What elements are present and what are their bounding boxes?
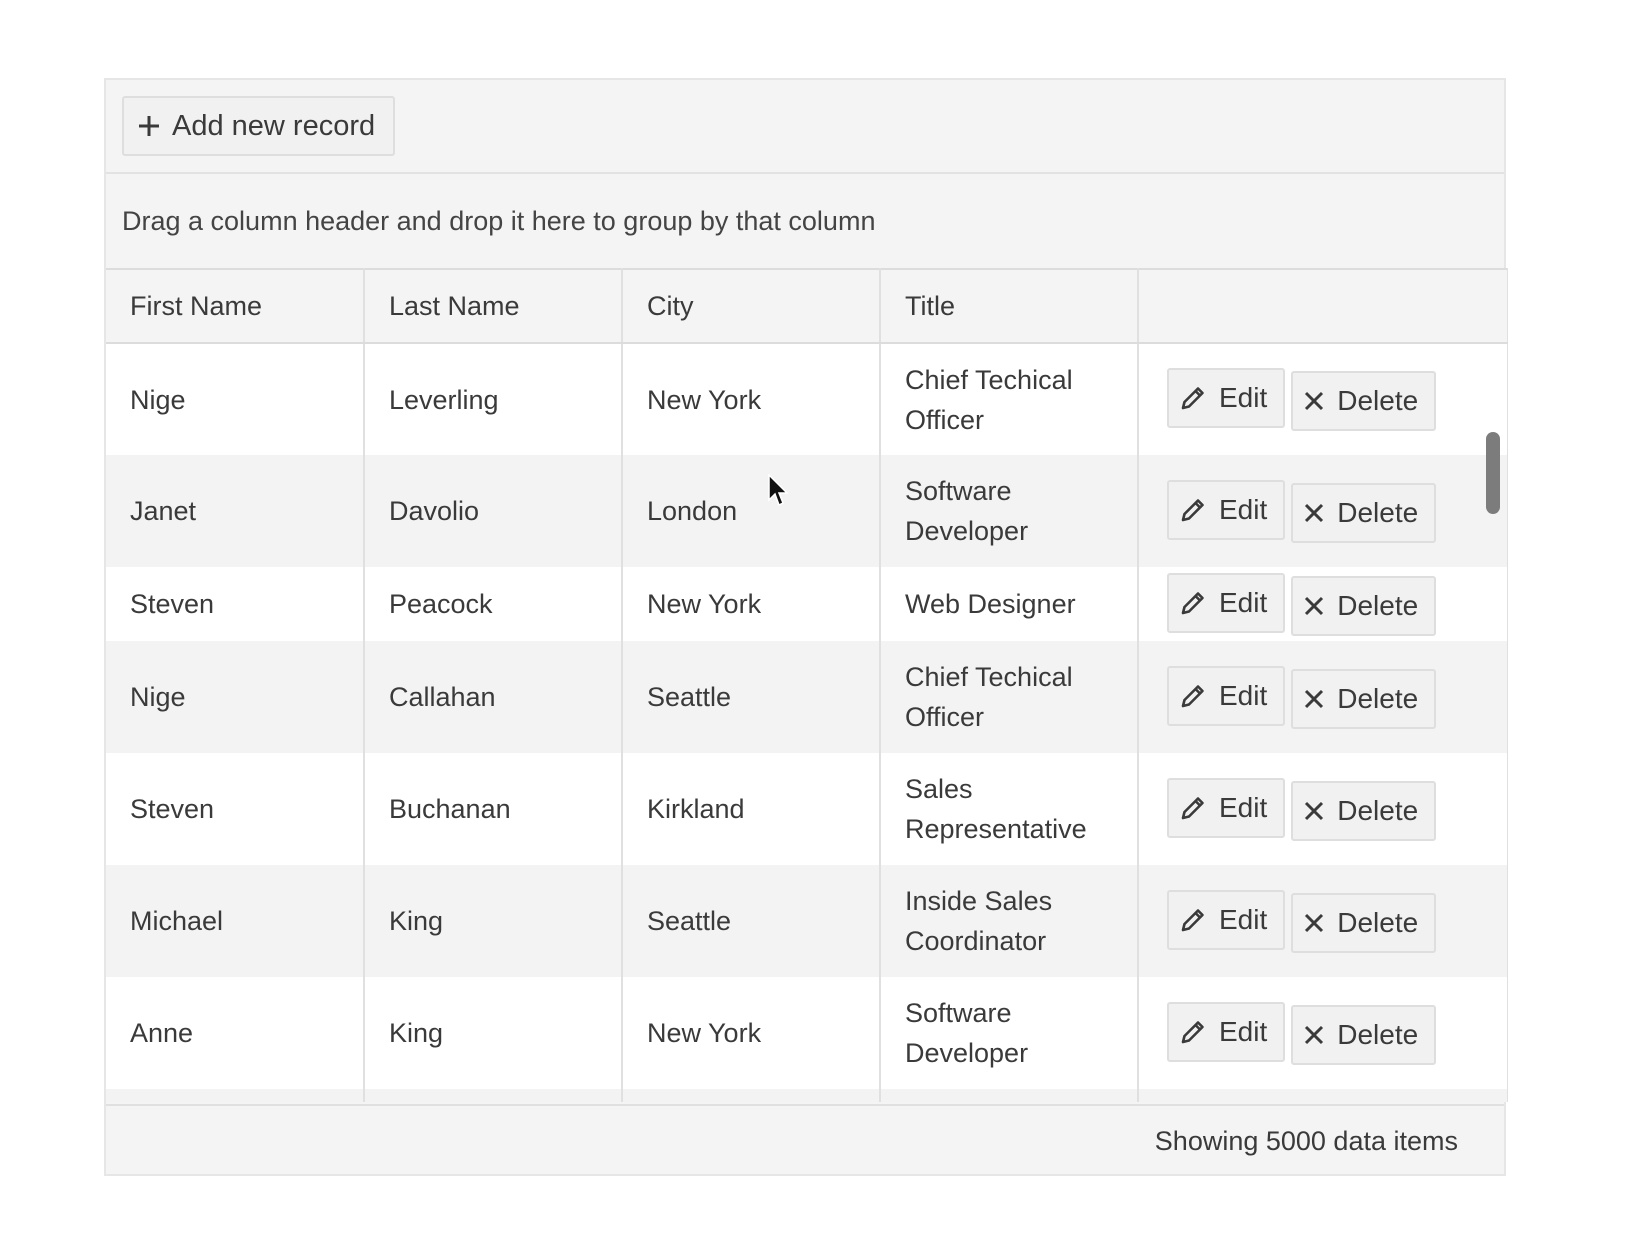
- grid-toolbar: [106, 80, 1504, 174]
- cell-city: New York: [622, 567, 880, 641]
- edit-button[interactable]: [1167, 573, 1285, 633]
- add-new-record-button[interactable]: [122, 96, 395, 156]
- cell-first-name: Steven: [106, 567, 364, 641]
- cell-last-name: Davolio: [364, 455, 622, 567]
- table-row[interactable]: [106, 343, 1508, 455]
- cell-first-name: Anne: [106, 977, 364, 1089]
- cell-title-line: Chief Techical: [905, 364, 1073, 395]
- cell-commands: [1138, 753, 1508, 865]
- cell-last-name: Buchanan: [364, 753, 622, 865]
- delete-label: Delete: [1337, 1018, 1419, 1050]
- cell-city: London: [622, 455, 880, 567]
- column-header-first-name[interactable]: First Name: [106, 269, 364, 343]
- close-icon: [1303, 1024, 1325, 1046]
- delete-button[interactable]: [1291, 1005, 1436, 1065]
- table-row[interactable]: [106, 567, 1508, 641]
- cell-title: [880, 753, 1138, 865]
- pencil-icon: [1179, 682, 1207, 710]
- delete-button[interactable]: [1291, 483, 1436, 543]
- edit-label: Edit: [1219, 493, 1268, 525]
- close-icon: [1303, 912, 1325, 934]
- table-row[interactable]: [106, 753, 1508, 865]
- cell-city: Seattle: [622, 865, 880, 977]
- delete-button[interactable]: [1291, 576, 1436, 636]
- cell-title-line: Developer: [905, 516, 1029, 546]
- delete-label: Delete: [1337, 906, 1419, 938]
- edit-label: Edit: [1219, 903, 1268, 935]
- cell-first-name: Janet: [106, 455, 364, 567]
- edit-button[interactable]: [1167, 368, 1285, 428]
- add-new-record-label: Add new record: [172, 109, 376, 142]
- cell-first-name: Nige: [106, 343, 364, 455]
- cell-city: New York: [622, 977, 880, 1089]
- delete-button[interactable]: [1291, 893, 1436, 953]
- cell-title: [880, 567, 1138, 641]
- close-icon: [1303, 688, 1325, 710]
- cell-title-line: Developer: [905, 1038, 1029, 1068]
- pencil-icon: [1179, 384, 1207, 412]
- column-header-title[interactable]: Title: [880, 269, 1138, 343]
- empty-cell: [880, 1089, 1138, 1102]
- header-row: [106, 269, 1508, 343]
- delete-label: Delete: [1337, 794, 1419, 826]
- cell-title-line: Web Designer: [905, 589, 1076, 619]
- column-header-last-name[interactable]: Last Name: [364, 269, 622, 343]
- edit-button[interactable]: [1167, 778, 1285, 838]
- cell-title-line: Software: [905, 476, 1012, 506]
- table-row-partial: [106, 1089, 1508, 1102]
- delete-label: Delete: [1337, 682, 1419, 714]
- cell-first-name: Michael: [106, 865, 364, 977]
- grid-pager: [106, 1104, 1504, 1176]
- cell-first-name: Nige: [106, 641, 364, 753]
- close-icon: [1303, 390, 1325, 412]
- group-panel-hint: Drag a column header and drop it here to group by that column: [122, 205, 876, 236]
- pencil-icon: [1179, 496, 1207, 524]
- cell-title: [880, 343, 1138, 455]
- empty-cell: [364, 1089, 622, 1102]
- cell-last-name: Callahan: [364, 641, 622, 753]
- cell-city: New York: [622, 343, 880, 455]
- cell-title: [880, 641, 1138, 753]
- edit-label: Edit: [1219, 586, 1268, 618]
- cell-title-line: Software: [905, 998, 1012, 1028]
- pencil-icon: [1179, 794, 1207, 822]
- column-header-commands: [1138, 269, 1508, 343]
- cell-city: Kirkland: [622, 753, 880, 865]
- table-body: [106, 343, 1508, 1102]
- close-icon: [1303, 595, 1325, 617]
- grid-content[interactable]: [106, 268, 1508, 1102]
- cell-commands: [1138, 567, 1508, 641]
- column-header-city[interactable]: City: [622, 269, 880, 343]
- edit-button[interactable]: [1167, 890, 1285, 950]
- delete-button[interactable]: [1291, 669, 1436, 729]
- pager-info: Showing 5000 data items: [1154, 1125, 1458, 1156]
- empty-cell: [106, 1089, 364, 1102]
- edit-button[interactable]: [1167, 1002, 1285, 1062]
- cell-last-name: Leverling: [364, 343, 622, 455]
- edit-label: Edit: [1219, 679, 1268, 711]
- edit-label: Edit: [1219, 1015, 1268, 1047]
- vertical-scrollbar-thumb[interactable]: [1486, 432, 1500, 514]
- empty-cell: [1138, 1089, 1508, 1102]
- delete-label: Delete: [1337, 385, 1419, 416]
- edit-button[interactable]: [1167, 480, 1285, 540]
- delete-label: Delete: [1337, 589, 1419, 621]
- cell-title-line: Sales: [905, 774, 973, 804]
- cell-title: [880, 865, 1138, 977]
- pencil-icon: [1179, 1018, 1207, 1046]
- cell-first-name: Steven: [106, 753, 364, 865]
- cell-title-line: Officer: [905, 404, 985, 435]
- edit-label: Edit: [1219, 791, 1268, 823]
- pencil-icon: [1179, 589, 1207, 617]
- pencil-icon: [1179, 906, 1207, 934]
- data-grid: [104, 78, 1506, 1176]
- cell-commands: [1138, 343, 1508, 455]
- table-row[interactable]: [106, 641, 1508, 753]
- cell-commands: [1138, 865, 1508, 977]
- table-row[interactable]: [106, 455, 1508, 567]
- delete-button[interactable]: [1291, 371, 1436, 431]
- cell-commands: [1138, 455, 1508, 567]
- mouse-cursor-icon: [768, 474, 790, 513]
- cell-title-line: Coordinator: [905, 926, 1047, 956]
- cell-last-name: King: [364, 865, 622, 977]
- data-table: [106, 268, 1508, 1102]
- cell-city: Seattle: [622, 641, 880, 753]
- empty-cell: [622, 1089, 880, 1102]
- table-row[interactable]: [106, 977, 1508, 1089]
- cell-title: [880, 977, 1138, 1089]
- cell-title-line: Inside Sales: [905, 886, 1053, 916]
- close-icon: [1303, 800, 1325, 822]
- cell-commands: [1138, 641, 1508, 753]
- cell-title-line: Officer: [905, 702, 985, 732]
- cell-title: [880, 455, 1138, 567]
- close-icon: [1303, 502, 1325, 524]
- delete-button[interactable]: [1291, 781, 1436, 841]
- plus-icon: [138, 115, 160, 137]
- cell-commands: [1138, 977, 1508, 1089]
- table-row[interactable]: [106, 865, 1508, 977]
- edit-label: Edit: [1219, 382, 1268, 413]
- cell-title-line: Chief Techical: [905, 662, 1073, 692]
- cell-last-name: Peacock: [364, 567, 622, 641]
- group-drop-panel[interactable]: [106, 174, 1504, 268]
- cell-last-name: King: [364, 977, 622, 1089]
- delete-label: Delete: [1337, 496, 1419, 528]
- cell-title-line: Representative: [905, 814, 1087, 844]
- edit-button[interactable]: [1167, 666, 1285, 726]
